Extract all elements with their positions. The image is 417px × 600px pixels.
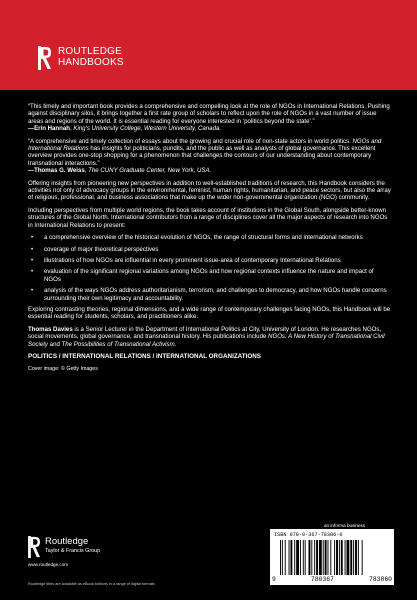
barcode-bar	[282, 540, 283, 575]
review-attribution: —Erin Hannah, King’s University College, Western University, Canada.	[28, 125, 222, 133]
barcode-bar	[316, 540, 318, 575]
barcode-bar	[355, 540, 357, 575]
publisher-url: www.routledge.com	[28, 562, 69, 567]
brand-line-1: ROUTLEDGE	[58, 46, 123, 57]
barcode-bar	[339, 540, 340, 575]
review-attribution: —Thomas G. Weiss, The CUNY Graduate Center, New York, USA.	[28, 167, 212, 175]
barcode-digits	[272, 576, 392, 583]
barcode-bar	[296, 540, 299, 575]
feature-list	[28, 234, 392, 302]
feature-item: • coverage of major theoretical perspectives	[28, 246, 392, 253]
ebook-note: Routledge titles are available as eBook editions in a range of digital formats	[28, 582, 155, 586]
cover-credit: Cover image: © Getty Images	[28, 366, 98, 373]
publisher-group: Taylor & Francis Group	[45, 548, 101, 554]
back-cover-text	[28, 103, 392, 374]
isbn-label: ISBN 978-0-367-78386-0	[274, 532, 343, 538]
review-quote	[28, 103, 392, 133]
brand-line-2: HANDBOOKS	[58, 57, 124, 68]
barcode-bar	[319, 540, 322, 575]
review-text: “This timely and important book provides a comprehensive and compelling look at the role of NGOs in International Relations. Pushing against disciplinary silos, it brings together a first rate group of scholars to reflect upon the role of NGOs in a vast number of issue areas and regions of the world. It is essential reading for everyone interested in ‘politics beyond the state’.”	[28, 103, 390, 125]
review-text: “A comprehensive and timely collection of essays about the growing and crucial role of non-state actors in world politics.	[28, 137, 353, 145]
review-affiliation: The CUNY Graduate Center, New York, USA.	[88, 167, 212, 175]
review-text-cont: has insights for politicians, pundits, and the public as well as analysts of global governance. This excellent overview provides one-stop shopping for a phenomenon that challenges the contours of our understanding about contemporary transnational interactions.”	[28, 145, 376, 167]
barcode-bar	[305, 540, 306, 575]
barcode-bar	[290, 540, 292, 575]
barcode-bar	[347, 540, 350, 575]
routledge-logo-icon	[38, 46, 52, 70]
review-author: —Erin Hannah	[28, 125, 70, 133]
subject-categories: POLITICS / INTERNATIONAL RELATIONS / INTERNATIONAL ORGANIZATIONS	[28, 352, 261, 360]
barcode-bar	[362, 540, 363, 575]
author-book-title: The Possibilities of Transnational Activism	[61, 340, 175, 348]
isbn-barcode	[270, 529, 394, 585]
barcode-digit-group: 783860	[368, 576, 392, 583]
header-band	[0, 0, 417, 90]
conclusion-paragraph: Exploring contrasting theories, regional dimensions, and a wide range of contemporary challenges facing NGOs, this Handbook will be essential reading for students, scholars, and practitioners alike.	[28, 305, 391, 321]
feature-item: • a comprehensive overview of the historical evolution of NGOs, the range of structural forms and international networks	[28, 234, 392, 241]
author-bio	[28, 326, 392, 348]
barcode-digit-prefix: 9	[272, 576, 276, 583]
barcode-bar	[289, 540, 290, 575]
barcode-bar	[300, 540, 301, 575]
barcode-digit-group: 780367	[310, 576, 334, 583]
author-book-title: NGOs: A New History of Transnational Civil Society	[28, 333, 385, 348]
barcode-bar	[314, 540, 315, 575]
routledge-logo-icon	[28, 536, 41, 558]
author-bio-text: is a Senior Lecturer in the Department of International Politics at City, University of London. He researches NGOs, social movements, global governance, and transnational history. His publications include	[28, 325, 382, 341]
barcode-bar	[358, 540, 359, 575]
feature-item: • analysis of the ways NGOs address authoritarianism, terrorism, and challenges to democracy, and how NGOs handle concerns surrounding their own legitimacy and accountability.	[28, 287, 392, 302]
series-brand	[58, 46, 124, 68]
barcode-bar	[341, 540, 343, 575]
author-bio-text: .	[174, 340, 177, 348]
barcode-bar	[353, 540, 354, 575]
review-author: —Thomas G. Weiss	[28, 167, 85, 175]
review-book-title: NGOs and International Relations	[28, 137, 382, 153]
intro-paragraph: Offering insights from pioneering new perspectives in addition to well-established traditions of research, this Handbook considers the activities not only of advocacy groups in the environmental, feminist, human rights, humanitarian, and peace sectors, but also the array of religious, professional, and business associations that make up the wider non-governmental organization (NGO) community.	[28, 179, 391, 202]
barcode-bar	[323, 540, 324, 575]
barcode-bar	[330, 540, 331, 575]
publisher-name: Routledge	[45, 536, 89, 547]
barcode-bar	[309, 540, 311, 575]
feature-item: • evaluation of the significant regional variations among NGOs and how regional contexts influence the nature and impact of NGOs	[28, 268, 392, 283]
informa-tagline: an informa business	[324, 523, 366, 528]
barcode-bar	[280, 540, 281, 575]
barcode-bar	[336, 540, 338, 575]
author-name: Thomas Davies	[28, 325, 73, 333]
author-bio-text: and	[47, 340, 62, 348]
barcode-bar	[350, 540, 352, 575]
feature-item: • illustrations of how NGOs are influential in every prominent issue-area of contemporary International Relations	[28, 257, 392, 264]
perspectives-paragraph: Including perspectives from multiple world regions, the book takes account of institutions in the Global South, alongside better-known structures of the Global North. International contributors from a range of disciplines cover all the major aspects of research into NGOs in International Relations to present:	[28, 206, 388, 229]
barcode-bar	[311, 540, 312, 575]
barcode-bar	[294, 540, 295, 575]
barcode-bar	[285, 540, 286, 575]
barcode-bar	[303, 540, 304, 575]
review-quote	[28, 138, 392, 175]
barcode-bar	[325, 540, 327, 575]
review-affiliation: King’s University College, Western University, Canada.	[73, 125, 222, 133]
barcode-bar	[328, 540, 329, 575]
barcode-bar	[345, 540, 346, 575]
barcode-bar	[334, 540, 335, 575]
